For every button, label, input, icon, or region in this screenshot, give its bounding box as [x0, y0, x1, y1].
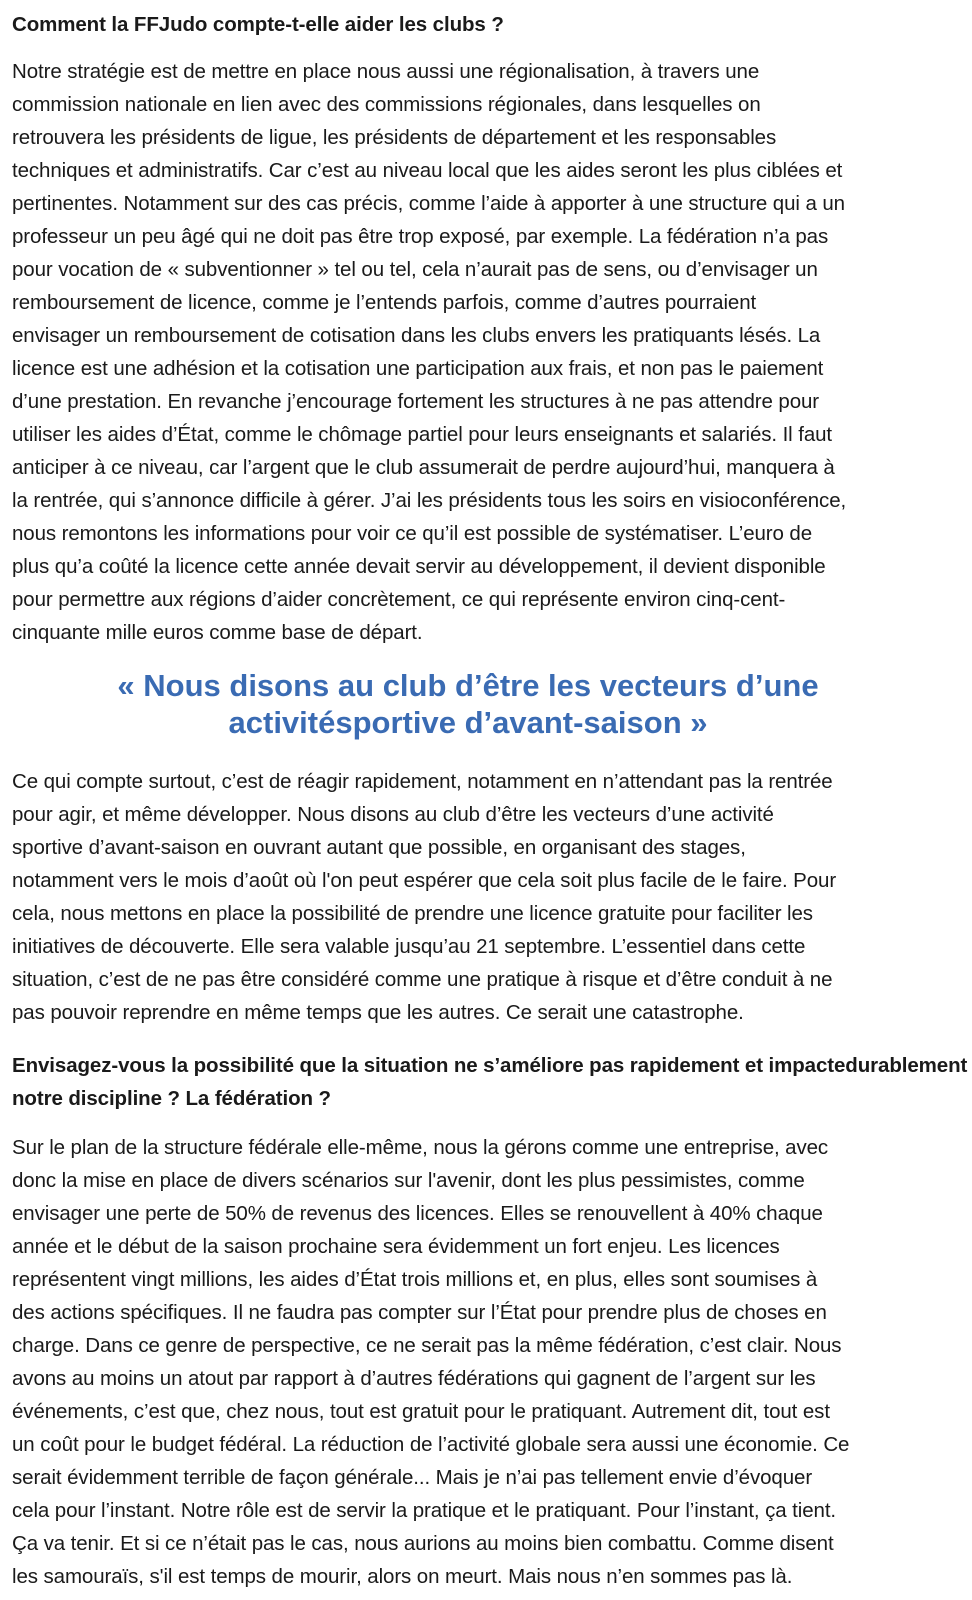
question-heading: Comment la FFJudo compte-t-elle aider les clubs ? [12, 13, 504, 36]
text-line: Notre stratégie est de mettre en place nous aussi une régionalisation, à travers une [12, 60, 760, 83]
text-line: la rentrée, qui s’annonce difficile à gérer. J’ai les présidents tous les soirs en visioconférence, [12, 489, 847, 512]
text-line: pour permettre aux régions d’aider concrètement, ce qui représente environ cinq-cent- [12, 588, 786, 611]
text-line: pas pouvoir reprendre en même temps que les autres. Ce serait une catastrophe. [12, 1001, 744, 1024]
text-line: retrouvera les présidents de ligue, les présidents de département et les responsables [12, 126, 777, 149]
text-line: les samouraïs, s'il est temps de mourir, alors on meurt. Mais nous n’en sommes pas là. [12, 1565, 793, 1588]
text-line: des actions spécifiques. Il ne faudra pas compter sur l’État pour prendre plus de choses en [12, 1301, 827, 1324]
text-line: cinquante mille euros comme base de départ. [12, 621, 423, 644]
text-line: sportive d’avant-saison en ouvrant autant que possible, en organisant des stages, [12, 836, 746, 859]
text-line: notamment vers le mois d’août où l'on peut espérer que cela soit plus facile de le faire. Pour [12, 869, 837, 892]
text-line: pour vocation de « subventionner » tel ou tel, cela n’aurait pas de sens, ou d’envisager un [12, 258, 818, 281]
text-line: cela pour l’instant. Notre rôle est de servir la pratique et le pratiquant. Pour l’instant, ça tient. [12, 1499, 837, 1522]
text-line: donc la mise en place de divers scénarios sur l'avenir, dont les plus pessimistes, comme [12, 1169, 805, 1192]
text-line: représentent vingt millions, les aides d’État trois millions et, en plus, elles sont soumises à [12, 1268, 818, 1291]
text-line: nous remontons les informations pour voir ce qu’il est possible de systématiser. L’euro de [12, 522, 813, 545]
text-line: Ce qui compte surtout, c’est de réagir rapidement, notamment en n’attendant pas la rentrée [12, 770, 833, 793]
text-line: pour agir, et même développer. Nous disons au club d’être les vecteurs d’une activité [12, 803, 774, 826]
question-heading [12, 1049, 972, 1115]
text-line: techniques et administratifs. Car c’est au niveau local que les aides seront les plus ciblées et [12, 159, 843, 182]
answer-paragraph [12, 1131, 972, 1593]
text-line: envisager une perte de 50% de revenus des licences. Elles se renouvellent à 40% chaque [12, 1202, 823, 1225]
text-line: avons au moins un atout par rapport à d’autres fédérations qui gagnent de l’argent sur les [12, 1367, 816, 1390]
text-line: événements, c’est que, chez nous, tout est gratuit pour le pratiquant. Autrement dit, tout est [12, 1400, 830, 1423]
text-line: pertinentes. Notamment sur des cas précis, comme l’aide à apporter à une structure qui a un [12, 192, 845, 215]
text-line: professeur un peu âgé qui ne doit pas être trop exposé, par exemple. La fédération n’a pas [12, 225, 829, 248]
text-line: Envisagez-vous la possibilité que la situation ne s’améliore pas rapidement et impacte [12, 1054, 846, 1077]
text-line: cela, nous mettons en place la possibilité de prendre une licence gratuite pour faciliter les [12, 902, 813, 925]
text-line: utiliser les aides d’État, comme le chômage partiel pour leurs enseignants et salariés. Il faut [12, 423, 833, 446]
text-line: durablement notre discipline ? La fédération ? [12, 1054, 968, 1110]
text-line: année et le début de la saison prochaine sera évidemment un fort enjeu. Les licences [12, 1235, 780, 1258]
text-line: sportive d’avant-saison » [335, 705, 708, 740]
answer-paragraph [12, 55, 972, 649]
text-line: d’une prestation. En revanche j’encourage fortement les structures à ne pas attendre pour [12, 390, 820, 413]
text-line: « Nous disons au club d’être les vecteurs d’une activité [117, 668, 819, 740]
text-line: initiatives de découverte. Elle sera valable jusqu’au 21 septembre. L’essentiel dans cette [12, 935, 806, 958]
answer-paragraph [12, 765, 972, 1029]
text-line: commission nationale en lien avec des commissions régionales, dans lesquelles on [12, 93, 761, 116]
text-line: licence est une adhésion et la cotisation une participation aux frais, et non pas le paiement [12, 357, 824, 380]
text-line: envisager un remboursement de cotisation dans les clubs envers les pratiquants lésés. La [12, 324, 821, 347]
text-line: Ça va tenir. Et si ce n’était pas le cas, nous aurions au moins bien combattu. Comme disent [12, 1532, 834, 1555]
text-line: un coût pour le budget fédéral. La réduction de l’activité globale sera aussi une économie. Ce [12, 1433, 850, 1456]
text-line: remboursement de licence, comme je l’entends parfois, comme d’autres pourraient [12, 291, 757, 314]
text-line: situation, c’est de ne pas être considéré comme une pratique à risque et d’être conduit à ne [12, 968, 833, 991]
pull-quote [12, 667, 924, 741]
text-line: serait évidemment terrible de façon générale... Mais je n’ai pas tellement envie d’évoquer [12, 1466, 813, 1489]
text-line: charge. Dans ce genre de perspective, ce ne serait pas la même fédération, c’est clair. Nous [12, 1334, 842, 1357]
text-line: Sur le plan de la structure fédérale elle-même, nous la gérons comme une entreprise, avec [12, 1136, 829, 1159]
text-line: anticiper à ce niveau, car l’argent que le club assumerait de perdre aujourd’hui, manquera à [12, 456, 835, 479]
text-line: plus qu’a coûté la licence cette année devait servir au développement, il devient disponible [12, 555, 826, 578]
